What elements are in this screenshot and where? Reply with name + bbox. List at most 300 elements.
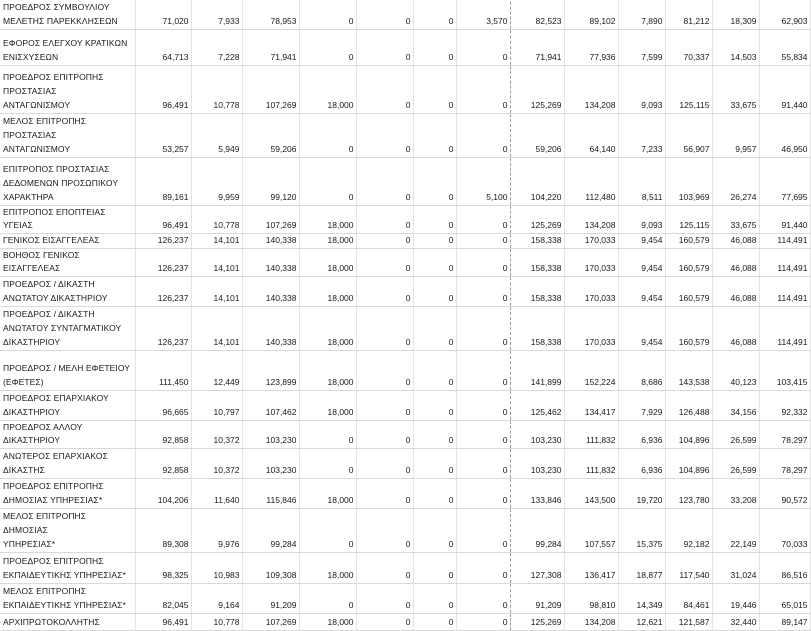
value-cell-col-2[interactable]: 10,778 bbox=[191, 613, 242, 630]
position-name-cell[interactable] bbox=[0, 65, 135, 113]
value-cell-col-9[interactable]: 134,208 bbox=[564, 65, 618, 113]
value-cell-col-2[interactable]: 7,933 bbox=[191, 0, 242, 29]
value-cell-col-9[interactable]: 152,224 bbox=[564, 350, 618, 390]
value-cell-col-5[interactable]: 0 bbox=[356, 157, 413, 205]
value-cell-col-7[interactable]: 0 bbox=[456, 276, 510, 306]
value-cell-col-9[interactable]: 170,033 bbox=[564, 248, 618, 276]
value-cell-col-8[interactable]: 158,338 bbox=[510, 233, 564, 248]
value-cell-col-12[interactable]: 46,088 bbox=[712, 306, 759, 350]
value-cell-col-9[interactable]: 112,480 bbox=[564, 157, 618, 205]
value-cell-col-7[interactable]: 0 bbox=[456, 248, 510, 276]
position-name-line: ΜΕΛΟΣ ΕΠΙΤΡΟΠΗΣ ΔΗΜΟΣΙΑΣ bbox=[3, 510, 87, 535]
value-cell-col-9[interactable]: 134,208 bbox=[564, 205, 618, 233]
value-cell-col-10[interactable]: 8,686 bbox=[618, 350, 665, 390]
value-cell-col-12[interactable]: 9,957 bbox=[712, 113, 759, 157]
value-cell-col-13[interactable]: 86,516 bbox=[759, 552, 810, 583]
value-cell-col-8[interactable]: 103,230 bbox=[510, 448, 564, 478]
value-cell-col-9[interactable]: 64,140 bbox=[564, 113, 618, 157]
position-name-cell[interactable] bbox=[0, 205, 135, 233]
value-cell-col-2[interactable]: 11,640 bbox=[191, 478, 242, 508]
position-name-line: ΠΡΟΕΔΡΟΣ ΕΠΙΤΡΟΠΗΣ bbox=[3, 480, 104, 491]
value-cell-col-5[interactable]: 0 bbox=[356, 350, 413, 390]
value-cell-col-1[interactable]: 96,665 bbox=[135, 390, 191, 420]
value-cell-col-13[interactable]: 78,297 bbox=[759, 420, 810, 448]
value-cell-col-6[interactable]: 0 bbox=[413, 29, 456, 65]
value-cell-col-4[interactable]: 0 bbox=[299, 420, 356, 448]
value-cell-col-6[interactable]: 0 bbox=[413, 390, 456, 420]
value-cell-col-11[interactable]: 104,896 bbox=[665, 420, 712, 448]
value-cell-col-12[interactable]: 33,675 bbox=[712, 65, 759, 113]
value-cell-col-11[interactable]: 84,461 bbox=[665, 583, 712, 613]
position-name-cell[interactable] bbox=[0, 157, 135, 205]
value-cell-col-10[interactable]: 9,454 bbox=[618, 306, 665, 350]
value-cell-col-12[interactable]: 33,675 bbox=[712, 205, 759, 233]
value-cell-col-3[interactable]: 91,209 bbox=[242, 583, 299, 613]
position-name-line: ΜΕΛΕΤΗΣ ΠΑΡΕΚΚΛΗΣΕΩΝ bbox=[3, 15, 118, 26]
value-cell-col-4[interactable]: 0 bbox=[299, 448, 356, 478]
table-row bbox=[0, 448, 810, 478]
table-row bbox=[0, 248, 810, 276]
value-cell-col-6[interactable]: 0 bbox=[413, 157, 456, 205]
value-cell-col-4[interactable]: 18,000 bbox=[299, 276, 356, 306]
value-cell-col-6[interactable]: 0 bbox=[413, 583, 456, 613]
value-cell-col-13[interactable]: 65,015 bbox=[759, 583, 810, 613]
value-cell-col-8[interactable]: 158,338 bbox=[510, 276, 564, 306]
table-row bbox=[0, 0, 810, 29]
value-cell-col-12[interactable]: 19,446 bbox=[712, 583, 759, 613]
value-cell-col-1[interactable]: 96,491 bbox=[135, 65, 191, 113]
value-cell-col-13[interactable]: 46,950 bbox=[759, 113, 810, 157]
value-cell-col-5[interactable]: 0 bbox=[356, 508, 413, 552]
position-name-cell[interactable] bbox=[0, 508, 135, 552]
value-cell-col-8[interactable]: 158,338 bbox=[510, 248, 564, 276]
value-cell-col-7[interactable]: 0 bbox=[456, 420, 510, 448]
value-cell-col-7[interactable]: 0 bbox=[456, 448, 510, 478]
value-cell-col-12[interactable]: 46,088 bbox=[712, 233, 759, 248]
value-cell-col-11[interactable]: 160,579 bbox=[665, 233, 712, 248]
value-cell-col-7[interactable]: 0 bbox=[456, 233, 510, 248]
value-cell-col-12[interactable]: 34,156 bbox=[712, 390, 759, 420]
value-cell-col-3[interactable]: 99,284 bbox=[242, 508, 299, 552]
value-cell-col-10[interactable]: 14,349 bbox=[618, 583, 665, 613]
position-name-cell[interactable] bbox=[0, 583, 135, 613]
value-cell-col-1[interactable]: 126,237 bbox=[135, 248, 191, 276]
value-cell-col-4[interactable]: 18,000 bbox=[299, 205, 356, 233]
value-cell-col-1[interactable]: 111,450 bbox=[135, 350, 191, 390]
value-cell-col-11[interactable]: 160,579 bbox=[665, 248, 712, 276]
value-cell-col-9[interactable]: 77,936 bbox=[564, 29, 618, 65]
value-cell-col-13[interactable]: 55,834 bbox=[759, 29, 810, 65]
value-cell-col-11[interactable]: 160,579 bbox=[665, 276, 712, 306]
value-cell-col-7[interactable]: 0 bbox=[456, 478, 510, 508]
value-cell-col-10[interactable]: 9,454 bbox=[618, 233, 665, 248]
value-cell-col-11[interactable]: 81,212 bbox=[665, 0, 712, 29]
value-cell-col-8[interactable]: 71,941 bbox=[510, 29, 564, 65]
value-cell-col-5[interactable]: 0 bbox=[356, 276, 413, 306]
value-cell-col-6[interactable]: 0 bbox=[413, 306, 456, 350]
value-cell-col-4[interactable]: 18,000 bbox=[299, 390, 356, 420]
value-cell-col-1[interactable]: 96,491 bbox=[135, 613, 191, 630]
value-cell-col-12[interactable]: 26,274 bbox=[712, 157, 759, 205]
table-row bbox=[0, 583, 810, 613]
value-cell-col-8[interactable]: 82,523 bbox=[510, 0, 564, 29]
value-cell-col-4[interactable]: 18,000 bbox=[299, 306, 356, 350]
value-cell-col-6[interactable]: 0 bbox=[413, 478, 456, 508]
value-cell-col-13[interactable]: 92,332 bbox=[759, 390, 810, 420]
value-cell-col-11[interactable]: 103,969 bbox=[665, 157, 712, 205]
position-name-line: ΠΡΟΣΤΑΣΙΑΣ bbox=[3, 129, 57, 140]
value-cell-col-8[interactable]: 103,230 bbox=[510, 420, 564, 448]
value-cell-col-7[interactable]: 0 bbox=[456, 65, 510, 113]
value-cell-col-8[interactable]: 104,220 bbox=[510, 157, 564, 205]
value-cell-col-2[interactable]: 10,372 bbox=[191, 420, 242, 448]
value-cell-col-13[interactable]: 114,491 bbox=[759, 248, 810, 276]
value-cell-col-4[interactable]: 18,000 bbox=[299, 478, 356, 508]
table-row bbox=[0, 552, 810, 583]
value-cell-col-6[interactable]: 0 bbox=[413, 205, 456, 233]
value-cell-col-7[interactable]: 0 bbox=[456, 583, 510, 613]
position-name-line: ΔΗΜΟΣΙΑΣ ΥΠΗΡΕΣΙΑΣ* bbox=[3, 494, 103, 505]
value-cell-col-11[interactable]: 121,587 bbox=[665, 613, 712, 630]
position-name-cell[interactable] bbox=[0, 552, 135, 583]
value-cell-col-3[interactable]: 123,899 bbox=[242, 350, 299, 390]
value-cell-col-7[interactable]: 0 bbox=[456, 113, 510, 157]
value-cell-col-6[interactable]: 0 bbox=[413, 508, 456, 552]
value-cell-col-6[interactable]: 0 bbox=[413, 65, 456, 113]
value-cell-col-6[interactable]: 0 bbox=[413, 420, 456, 448]
value-cell-col-11[interactable]: 104,896 bbox=[665, 448, 712, 478]
value-cell-col-12[interactable]: 18,309 bbox=[712, 0, 759, 29]
value-cell-col-12[interactable]: 33,208 bbox=[712, 478, 759, 508]
position-name-line: ΠΡΟΣΤΑΣΙΑΣ bbox=[3, 85, 57, 96]
value-cell-col-4[interactable]: 18,000 bbox=[299, 613, 356, 630]
value-cell-col-9[interactable]: 111,832 bbox=[564, 448, 618, 478]
table-row bbox=[0, 157, 810, 205]
value-cell-col-3[interactable]: 107,269 bbox=[242, 65, 299, 113]
value-cell-col-10[interactable]: 6,936 bbox=[618, 448, 665, 478]
value-cell-col-8[interactable]: 125,462 bbox=[510, 390, 564, 420]
value-cell-col-4[interactable]: 0 bbox=[299, 508, 356, 552]
value-cell-col-3[interactable]: 71,941 bbox=[242, 29, 299, 65]
value-cell-col-9[interactable]: 107,557 bbox=[564, 508, 618, 552]
position-name-line: ΕΠΙΤΡΟΠΟΣ ΠΡΟΣΤΑΣΙΑΣ bbox=[3, 163, 110, 174]
value-cell-col-9[interactable]: 134,417 bbox=[564, 390, 618, 420]
value-cell-col-2[interactable]: 7,228 bbox=[191, 29, 242, 65]
value-cell-col-13[interactable]: 114,491 bbox=[759, 233, 810, 248]
position-name-cell[interactable] bbox=[0, 29, 135, 65]
value-cell-col-5[interactable]: 0 bbox=[356, 65, 413, 113]
position-name-line: ΠΡΟΕΔΡΟΣ ΑΛΛΟΥ ΔΙΚΑΣΤΗΡΙΟΥ bbox=[3, 421, 83, 445]
value-cell-col-5[interactable]: 0 bbox=[356, 390, 413, 420]
value-cell-col-8[interactable]: 99,284 bbox=[510, 508, 564, 552]
value-cell-col-3[interactable]: 140,338 bbox=[242, 306, 299, 350]
value-cell-col-1[interactable]: 96,491 bbox=[135, 205, 191, 233]
position-name-cell[interactable] bbox=[0, 613, 135, 630]
position-name-cell[interactable] bbox=[0, 233, 135, 248]
value-cell-col-12[interactable]: 22,149 bbox=[712, 508, 759, 552]
value-cell-col-8[interactable]: 91,209 bbox=[510, 583, 564, 613]
value-cell-col-5[interactable]: 0 bbox=[356, 448, 413, 478]
value-cell-col-13[interactable]: 103,415 bbox=[759, 350, 810, 390]
value-cell-col-9[interactable]: 89,102 bbox=[564, 0, 618, 29]
position-name-cell[interactable] bbox=[0, 448, 135, 478]
value-cell-col-13[interactable]: 90,572 bbox=[759, 478, 810, 508]
position-name-cell[interactable] bbox=[0, 248, 135, 276]
value-cell-col-6[interactable]: 0 bbox=[413, 276, 456, 306]
value-cell-col-8[interactable]: 59,206 bbox=[510, 113, 564, 157]
position-name-line: ΜΕΛΟΣ ΕΠΙΤΡΟΠΗΣ bbox=[3, 585, 87, 596]
value-cell-col-11[interactable]: 70,337 bbox=[665, 29, 712, 65]
value-cell-col-4[interactable]: 18,000 bbox=[299, 233, 356, 248]
value-cell-col-1[interactable]: 82,045 bbox=[135, 583, 191, 613]
position-name-cell[interactable] bbox=[0, 478, 135, 508]
value-cell-col-7[interactable]: 3,570 bbox=[456, 0, 510, 29]
value-cell-col-7[interactable]: 5,100 bbox=[456, 157, 510, 205]
position-name-line: ΠΡΟΕΔΡΟΣ ΕΠΙΤΡΟΠΗΣ bbox=[3, 71, 104, 82]
value-cell-col-10[interactable]: 7,233 bbox=[618, 113, 665, 157]
position-name-line: ΠΡΟΕΔΡΟΣ / ΔΙΚΑΣΤΗ bbox=[3, 278, 95, 289]
position-name-cell[interactable] bbox=[0, 390, 135, 420]
value-cell-col-12[interactable]: 46,088 bbox=[712, 248, 759, 276]
value-cell-col-10[interactable]: 6,936 bbox=[618, 420, 665, 448]
value-cell-col-6[interactable]: 0 bbox=[413, 448, 456, 478]
value-cell-col-9[interactable]: 136,417 bbox=[564, 552, 618, 583]
value-cell-col-3[interactable]: 140,338 bbox=[242, 276, 299, 306]
value-cell-col-3[interactable]: 107,269 bbox=[242, 613, 299, 630]
value-cell-col-9[interactable]: 170,033 bbox=[564, 233, 618, 248]
value-cell-col-4[interactable]: 18,000 bbox=[299, 65, 356, 113]
value-cell-col-6[interactable]: 0 bbox=[413, 552, 456, 583]
value-cell-col-8[interactable]: 141,899 bbox=[510, 350, 564, 390]
value-cell-col-1[interactable]: 126,237 bbox=[135, 276, 191, 306]
table-row bbox=[0, 478, 810, 508]
value-cell-col-7[interactable]: 0 bbox=[456, 613, 510, 630]
value-cell-col-1[interactable]: 71,020 bbox=[135, 0, 191, 29]
value-cell-col-4[interactable]: 0 bbox=[299, 0, 356, 29]
value-cell-col-7[interactable]: 0 bbox=[456, 390, 510, 420]
value-cell-col-10[interactable]: 18,877 bbox=[618, 552, 665, 583]
value-cell-col-5[interactable]: 0 bbox=[356, 583, 413, 613]
value-cell-col-11[interactable]: 123,780 bbox=[665, 478, 712, 508]
value-cell-col-11[interactable]: 126,488 bbox=[665, 390, 712, 420]
value-cell-col-2[interactable]: 5,949 bbox=[191, 113, 242, 157]
value-cell-col-1[interactable]: 64,713 bbox=[135, 29, 191, 65]
position-name-line: ΑΡΧΙΠΡΩΤΟΚΟΛΛΗΤΗΣ bbox=[3, 616, 100, 627]
value-cell-col-2[interactable]: 10,372 bbox=[191, 448, 242, 478]
value-cell-col-4[interactable]: 18,000 bbox=[299, 248, 356, 276]
value-cell-col-2[interactable]: 10,797 bbox=[191, 390, 242, 420]
value-cell-col-9[interactable]: 98,810 bbox=[564, 583, 618, 613]
value-cell-col-13[interactable]: 91,440 bbox=[759, 205, 810, 233]
value-cell-col-13[interactable]: 89,147 bbox=[759, 613, 810, 630]
value-cell-col-2[interactable]: 10,778 bbox=[191, 65, 242, 113]
value-cell-col-11[interactable]: 143,538 bbox=[665, 350, 712, 390]
value-cell-col-10[interactable]: 9,454 bbox=[618, 276, 665, 306]
value-cell-col-6[interactable]: 0 bbox=[413, 613, 456, 630]
value-cell-col-7[interactable]: 0 bbox=[456, 29, 510, 65]
value-cell-col-12[interactable]: 32,440 bbox=[712, 613, 759, 630]
position-name-line: ΑΝΩΤΑΤΟΥ ΔΙΚΑΣΤΗΡΙΟΥ bbox=[3, 292, 108, 303]
value-cell-col-1[interactable]: 53,257 bbox=[135, 113, 191, 157]
value-cell-col-3[interactable]: 140,338 bbox=[242, 248, 299, 276]
value-cell-col-5[interactable]: 0 bbox=[356, 613, 413, 630]
position-name-cell[interactable] bbox=[0, 0, 135, 29]
value-cell-col-5[interactable]: 0 bbox=[356, 29, 413, 65]
table-row bbox=[0, 113, 810, 157]
value-cell-col-6[interactable]: 0 bbox=[413, 248, 456, 276]
value-cell-col-2[interactable]: 10,778 bbox=[191, 205, 242, 233]
value-cell-col-2[interactable]: 14,101 bbox=[191, 248, 242, 276]
position-name-line: ΓΕΝΙΚΟΣ ΕΙΣΑΓΓΕΛΕΑΣ bbox=[3, 234, 100, 245]
value-cell-col-2[interactable]: 14,101 bbox=[191, 276, 242, 306]
value-cell-col-2[interactable]: 9,164 bbox=[191, 583, 242, 613]
value-cell-col-10[interactable]: 15,375 bbox=[618, 508, 665, 552]
value-cell-col-5[interactable]: 0 bbox=[356, 248, 413, 276]
position-name-cell[interactable] bbox=[0, 420, 135, 448]
value-cell-col-4[interactable]: 18,000 bbox=[299, 552, 356, 583]
value-cell-col-2[interactable]: 12,449 bbox=[191, 350, 242, 390]
value-cell-col-1[interactable]: 98,325 bbox=[135, 552, 191, 583]
value-cell-col-3[interactable]: 99,120 bbox=[242, 157, 299, 205]
value-cell-col-12[interactable]: 46,088 bbox=[712, 276, 759, 306]
value-cell-col-10[interactable]: 9,093 bbox=[618, 205, 665, 233]
position-name-cell[interactable] bbox=[0, 113, 135, 157]
value-cell-col-13[interactable]: 78,297 bbox=[759, 448, 810, 478]
value-cell-col-3[interactable]: 140,338 bbox=[242, 233, 299, 248]
value-cell-col-13[interactable]: 70,033 bbox=[759, 508, 810, 552]
value-cell-col-5[interactable]: 0 bbox=[356, 420, 413, 448]
value-cell-col-5[interactable]: 0 bbox=[356, 478, 413, 508]
position-name-cell[interactable] bbox=[0, 276, 135, 306]
value-cell-col-3[interactable]: 115,846 bbox=[242, 478, 299, 508]
value-cell-col-3[interactable]: 107,269 bbox=[242, 205, 299, 233]
value-cell-col-2[interactable]: 14,101 bbox=[191, 306, 242, 350]
value-cell-col-9[interactable]: 134,208 bbox=[564, 613, 618, 630]
value-cell-col-2[interactable]: 9,976 bbox=[191, 508, 242, 552]
value-cell-col-12[interactable]: 14,503 bbox=[712, 29, 759, 65]
value-cell-col-12[interactable]: 26,599 bbox=[712, 448, 759, 478]
value-cell-col-13[interactable]: 114,491 bbox=[759, 306, 810, 350]
value-cell-col-11[interactable]: 160,579 bbox=[665, 306, 712, 350]
value-cell-col-1[interactable]: 126,237 bbox=[135, 306, 191, 350]
value-cell-col-5[interactable]: 0 bbox=[356, 113, 413, 157]
value-cell-col-3[interactable]: 109,308 bbox=[242, 552, 299, 583]
value-cell-col-1[interactable]: 89,161 bbox=[135, 157, 191, 205]
position-name-line: ΒΟΗΘΟΣ ΓΕΝΙΚΟΣ ΕΙΣΑΓΓΕΛΕΑΣ bbox=[3, 249, 80, 273]
value-cell-col-7[interactable]: 0 bbox=[456, 508, 510, 552]
value-cell-col-1[interactable]: 92,858 bbox=[135, 448, 191, 478]
value-cell-col-2[interactable]: 10,983 bbox=[191, 552, 242, 583]
value-cell-col-9[interactable]: 170,033 bbox=[564, 276, 618, 306]
value-cell-col-1[interactable]: 104,206 bbox=[135, 478, 191, 508]
value-cell-col-10[interactable]: 12,621 bbox=[618, 613, 665, 630]
value-cell-col-3[interactable]: 103,230 bbox=[242, 420, 299, 448]
value-cell-col-13[interactable]: 114,491 bbox=[759, 276, 810, 306]
value-cell-col-10[interactable]: 7,929 bbox=[618, 390, 665, 420]
position-name-cell[interactable] bbox=[0, 306, 135, 350]
value-cell-col-5[interactable]: 0 bbox=[356, 233, 413, 248]
table-row bbox=[0, 233, 810, 248]
value-cell-col-6[interactable]: 0 bbox=[413, 0, 456, 29]
value-cell-col-9[interactable]: 170,033 bbox=[564, 306, 618, 350]
value-cell-col-11[interactable]: 125,115 bbox=[665, 205, 712, 233]
value-cell-col-1[interactable]: 92,858 bbox=[135, 420, 191, 448]
value-cell-col-1[interactable]: 126,237 bbox=[135, 233, 191, 248]
value-cell-col-10[interactable]: 9,093 bbox=[618, 65, 665, 113]
value-cell-col-2[interactable]: 14,101 bbox=[191, 233, 242, 248]
value-cell-col-2[interactable]: 9,959 bbox=[191, 157, 242, 205]
value-cell-col-4[interactable]: 0 bbox=[299, 583, 356, 613]
value-cell-col-11[interactable]: 125,115 bbox=[665, 65, 712, 113]
value-cell-col-13[interactable]: 62,903 bbox=[759, 0, 810, 29]
value-cell-col-5[interactable]: 0 bbox=[356, 552, 413, 583]
table-row bbox=[0, 29, 810, 65]
value-cell-col-11[interactable]: 92,182 bbox=[665, 508, 712, 552]
value-cell-col-8[interactable]: 158,338 bbox=[510, 306, 564, 350]
position-name-cell[interactable] bbox=[0, 350, 135, 390]
value-cell-col-4[interactable]: 0 bbox=[299, 29, 356, 65]
value-cell-col-4[interactable]: 0 bbox=[299, 113, 356, 157]
value-cell-col-4[interactable]: 0 bbox=[299, 157, 356, 205]
table-row bbox=[0, 508, 810, 552]
value-cell-col-10[interactable]: 7,890 bbox=[618, 0, 665, 29]
value-cell-col-8[interactable]: 125,269 bbox=[510, 613, 564, 630]
value-cell-col-7[interactable]: 0 bbox=[456, 205, 510, 233]
value-cell-col-1[interactable]: 89,308 bbox=[135, 508, 191, 552]
value-cell-col-5[interactable]: 0 bbox=[356, 306, 413, 350]
position-name-line: ΧΑΡΑΚΤΗΡΑ bbox=[3, 191, 54, 202]
value-cell-col-11[interactable]: 56,907 bbox=[665, 113, 712, 157]
value-cell-col-5[interactable]: 0 bbox=[356, 205, 413, 233]
value-cell-col-8[interactable]: 133,846 bbox=[510, 478, 564, 508]
position-name-line: ΠΡΟΕΔΡΟΣ / ΜΕΛΗ ΕΦΕΤΕΙΟΥ bbox=[3, 362, 131, 373]
value-cell-col-7[interactable]: 0 bbox=[456, 306, 510, 350]
position-name-line: ΕΦΟΡΟΣ ΕΛΕΓΧΟΥ ΚΡΑΤΙΚΩΝ bbox=[3, 37, 128, 48]
value-cell-col-12[interactable]: 40,123 bbox=[712, 350, 759, 390]
value-cell-col-11[interactable]: 117,540 bbox=[665, 552, 712, 583]
value-cell-col-6[interactable]: 0 bbox=[413, 113, 456, 157]
value-cell-col-8[interactable]: 125,269 bbox=[510, 65, 564, 113]
value-cell-col-12[interactable]: 31,024 bbox=[712, 552, 759, 583]
value-cell-col-9[interactable]: 143,500 bbox=[564, 478, 618, 508]
position-name-line: ΔΕΔΟΜΕΝΩΝ ΠΡΟΣΩΠΙΚΟΥ bbox=[3, 177, 119, 188]
value-cell-col-3[interactable]: 107,462 bbox=[242, 390, 299, 420]
value-cell-col-4[interactable]: 18,000 bbox=[299, 350, 356, 390]
value-cell-col-7[interactable]: 0 bbox=[456, 350, 510, 390]
value-cell-col-3[interactable]: 103,230 bbox=[242, 448, 299, 478]
value-cell-col-8[interactable]: 127,308 bbox=[510, 552, 564, 583]
value-cell-col-6[interactable]: 0 bbox=[413, 233, 456, 248]
value-cell-col-5[interactable]: 0 bbox=[356, 0, 413, 29]
value-cell-col-8[interactable]: 125,269 bbox=[510, 205, 564, 233]
value-cell-col-6[interactable]: 0 bbox=[413, 350, 456, 390]
value-cell-col-10[interactable]: 8,511 bbox=[618, 157, 665, 205]
value-cell-col-10[interactable]: 19,720 bbox=[618, 478, 665, 508]
position-name-line: ΑΝΤΑΓΩΝΙΣΜΟΥ bbox=[3, 143, 71, 154]
value-cell-col-10[interactable]: 9,454 bbox=[618, 248, 665, 276]
value-cell-col-12[interactable]: 26,599 bbox=[712, 420, 759, 448]
position-name-line: ΠΡΟΕΔΡΟΣ ΕΠΑΡΧΙΑΚΟΥ bbox=[3, 392, 109, 403]
position-name-line: ΠΡΟΕΔΡΟΣ ΕΠΙΤΡΟΠΗΣ bbox=[3, 555, 104, 566]
value-cell-col-13[interactable]: 77,695 bbox=[759, 157, 810, 205]
position-name-line: ΕΝΙΣΧΥΣΕΩΝ bbox=[3, 51, 59, 62]
value-cell-col-3[interactable]: 59,206 bbox=[242, 113, 299, 157]
value-cell-col-7[interactable]: 0 bbox=[456, 552, 510, 583]
value-cell-col-9[interactable]: 111,832 bbox=[564, 420, 618, 448]
value-cell-col-3[interactable]: 78,953 bbox=[242, 0, 299, 29]
value-cell-col-13[interactable]: 91,440 bbox=[759, 65, 810, 113]
value-cell-col-10[interactable]: 7,599 bbox=[618, 29, 665, 65]
